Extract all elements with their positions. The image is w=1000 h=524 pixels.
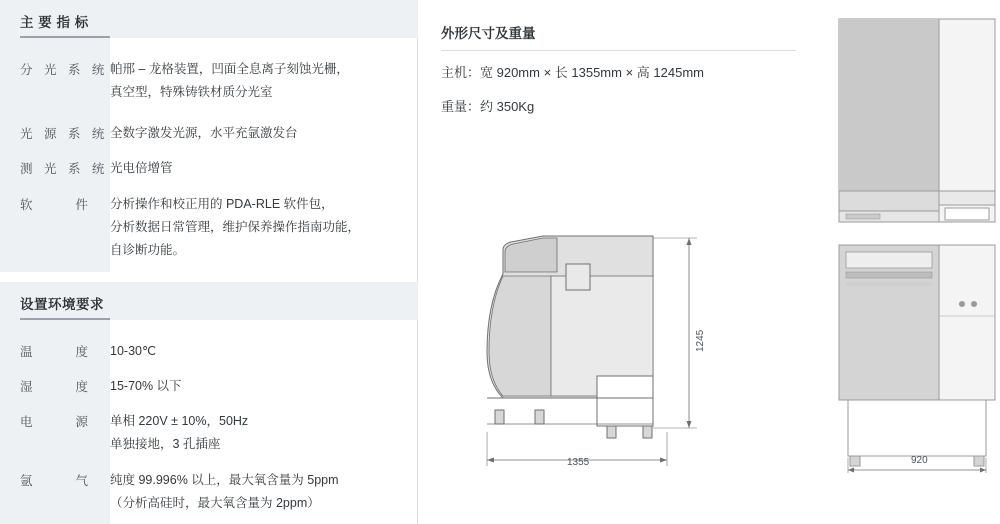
dimensions-weight: 重量：约 350Kg <box>441 99 535 114</box>
block-title: 设置环境要求 <box>20 297 104 312</box>
block-header-environment <box>0 282 418 320</box>
right-dimensions-column <box>419 0 1000 524</box>
label-char: 气 <box>75 473 88 488</box>
spec-row <box>0 157 418 180</box>
value-line: 真空型，特殊铸铁材质分光室 <box>110 85 273 100</box>
spec-row-label: 测 光 系 统 <box>20 162 109 177</box>
block-header-main-indicators <box>0 0 418 38</box>
dimensions-main-body: 主机：宽 920mm × 长 1355mm × 高 1245mm <box>441 65 704 80</box>
spec-row-label <box>0 410 110 430</box>
spec-row-value <box>110 193 418 262</box>
spec-row-value <box>110 157 418 180</box>
machine-photo-front-lower <box>838 244 996 474</box>
spec-row-value <box>110 469 418 515</box>
left-specs-column <box>0 0 418 524</box>
label-char: 电 <box>20 415 33 430</box>
spec-row-value <box>110 58 418 104</box>
spec-row-value <box>110 122 418 145</box>
spec-block-environment <box>0 282 418 515</box>
label-char: 件 <box>75 197 88 212</box>
value-line: 自诊断功能。 <box>110 242 186 257</box>
title-divider <box>441 50 796 51</box>
spec-row-label: 光 源 系 统 <box>20 127 109 142</box>
label-char: 温 <box>20 345 33 359</box>
spec-rows <box>0 58 418 262</box>
label-char: 氩 <box>20 473 33 488</box>
label-char: 湿 <box>20 380 33 395</box>
block-title: 主 要 指 标 <box>20 15 89 30</box>
dimension-label-depth: 1355 <box>567 457 590 468</box>
title-underline <box>20 36 110 38</box>
value-line: 15-70% 以下 <box>110 379 182 394</box>
machine-photo-front-upper <box>838 18 996 223</box>
spec-row <box>0 193 418 262</box>
value-line: （分析高硅时，最大氧含量为 2ppm） <box>110 495 320 510</box>
dimension-label-height: 1245 <box>695 329 706 352</box>
spec-row <box>0 375 418 398</box>
spec-row <box>0 340 418 363</box>
value-line: 分析数据日常管理，维护保养操作指南功能， <box>110 219 361 234</box>
value-line: 分析操作和校正用的 PDA-RLE 软件包， <box>110 196 334 211</box>
label-char: 度 <box>75 380 88 395</box>
machine-drawing-side-view <box>457 232 722 477</box>
spec-row-label <box>0 469 110 489</box>
spec-row-value <box>110 340 418 363</box>
spec-row-label <box>0 375 110 395</box>
spec-block-main-indicators <box>0 0 418 262</box>
spec-row-value <box>110 410 418 456</box>
spec-row-label <box>0 340 110 360</box>
value-line: 全数字激发光源，水平充氩激发台 <box>110 126 298 141</box>
value-line: 光电倍增管 <box>110 161 173 176</box>
spec-row-label: 分 光 系 统 <box>20 63 109 77</box>
dimensions-title: 外形尺寸及重量 <box>441 26 536 41</box>
value-line: 10-30℃ <box>110 344 157 358</box>
spec-row-label <box>0 193 110 213</box>
label-char: 度 <box>75 345 88 359</box>
spec-row <box>0 122 418 145</box>
label-char: 软 <box>20 197 33 212</box>
value-line: 单独接地，3 孔插座 <box>110 437 221 452</box>
spec-row <box>0 469 418 515</box>
title-underline <box>20 318 110 320</box>
value-line: 纯度 99.996% 以上，最大氧含量为 5ppm <box>110 472 339 487</box>
spec-row <box>0 58 418 104</box>
spec-row-value <box>110 375 418 398</box>
value-line: 帕邢 – 龙格装置，凹面全息离子刻蚀光栅， <box>110 62 349 76</box>
value-line: 单相 220V ± 10%，50Hz <box>110 414 249 429</box>
dimension-label-front-width: 920 <box>911 455 928 466</box>
spec-row <box>0 410 418 456</box>
label-char: 源 <box>75 415 88 430</box>
spec-rows <box>0 340 418 515</box>
